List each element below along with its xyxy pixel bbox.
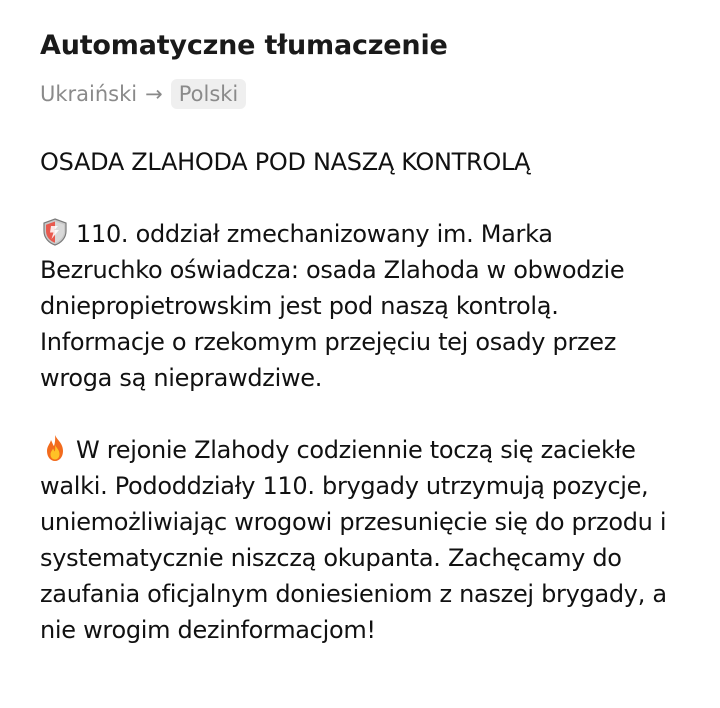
message-headline: OSADA ZLAHODA POD NASZĄ KONTROLĄ [40, 148, 531, 176]
message-paragraph [40, 432, 680, 648]
arrow-right-icon: → [145, 82, 163, 106]
page-title: Automatyczne tłumaczenie [40, 30, 448, 61]
paragraph-text: 110. oddział zmechanizowany im. Marka Bezruchko oświadcza: osada Zlahoda w obwodzie dniepropietrowskim jest pod naszą kontrolą. Informacje o rzekomym przejęciu tej osady przez wroga są nieprawdziwe. [40, 220, 625, 392]
source-language: Ukraiński [40, 82, 138, 106]
shield-icon [40, 217, 70, 247]
paragraph-text: W rejonie Zlahody codziennie toczą się zaciekłe walki. Pododdziały 110. brygady utrzymują pozycje, uniemożliwiając wrogowi przesunięcie się do przodu i systematycznie niszczą okupanta. Zachęcamy do zaufania oficjalnym doniesieniom z naszej brygady, a nie wrogim dezinformacjom! [40, 436, 667, 644]
target-language-button[interactable]: Polski [171, 79, 247, 109]
message-paragraph [40, 216, 680, 396]
fire-icon [40, 433, 70, 463]
translated-message [40, 144, 680, 648]
language-selector-row [40, 78, 680, 110]
